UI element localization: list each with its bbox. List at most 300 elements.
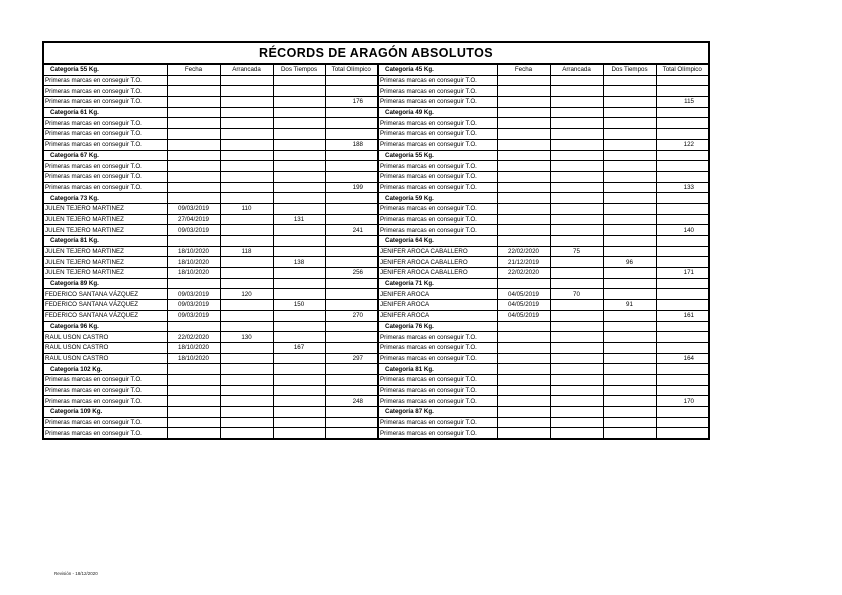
- snatch-value: [550, 257, 603, 268]
- snatch-value: [220, 385, 273, 396]
- record-date: 04/05/2019: [497, 300, 550, 311]
- athlete-name: JENIFER AROCA CABALLERO: [378, 268, 497, 279]
- category-label: Categoría 59 Kg.: [378, 193, 497, 204]
- empty-cell: [550, 278, 603, 289]
- athlete-name: RAUL USON CASTRO: [43, 332, 167, 343]
- total-value: [656, 342, 709, 353]
- record-date: [167, 428, 220, 439]
- clean-jerk-value: 150: [273, 300, 325, 311]
- total-value: 270: [325, 310, 378, 321]
- snatch-value: [550, 86, 603, 97]
- record-date: [497, 225, 550, 236]
- column-header: Total Olímpico: [656, 64, 709, 75]
- record-date: [497, 161, 550, 172]
- empty-cell: [603, 150, 656, 161]
- empty-cell: [550, 321, 603, 332]
- athlete-name: Primeras marcas en conseguir T.O.: [378, 428, 497, 439]
- clean-jerk-value: [273, 417, 325, 428]
- total-value: 188: [325, 139, 378, 150]
- record-date: [167, 385, 220, 396]
- clean-jerk-value: [273, 118, 325, 129]
- record-date: [497, 342, 550, 353]
- total-value: 115: [656, 97, 709, 108]
- empty-cell: [656, 150, 709, 161]
- athlete-name: RAUL USON CASTRO: [43, 342, 167, 353]
- empty-cell: [656, 193, 709, 204]
- athlete-name: JENIFER AROCA CABALLERO: [378, 257, 497, 268]
- athlete-name: Primeras marcas en conseguir T.O.: [43, 118, 167, 129]
- total-value: 297: [325, 353, 378, 364]
- record-date: 22/02/2020: [167, 332, 220, 343]
- record-date: 18/10/2020: [167, 246, 220, 257]
- snatch-value: [220, 129, 273, 140]
- clean-jerk-value: [273, 97, 325, 108]
- total-value: [656, 246, 709, 257]
- category-label: Categoría 61 Kg.: [43, 107, 167, 118]
- total-value: 256: [325, 268, 378, 279]
- snatch-value: [220, 268, 273, 279]
- clean-jerk-value: [603, 75, 656, 86]
- category-label: Categoría 81 Kg.: [43, 236, 167, 247]
- athlete-name: Primeras marcas en conseguir T.O.: [378, 225, 497, 236]
- record-date: [167, 139, 220, 150]
- records-table: [42, 41, 710, 440]
- athlete-name: Primeras marcas en conseguir T.O.: [43, 139, 167, 150]
- athlete-name: Primeras marcas en conseguir T.O.: [43, 428, 167, 439]
- clean-jerk-value: [603, 353, 656, 364]
- clean-jerk-value: [273, 129, 325, 140]
- empty-cell: [325, 407, 378, 418]
- total-value: [656, 129, 709, 140]
- empty-cell: [325, 236, 378, 247]
- empty-cell: [167, 364, 220, 375]
- record-date: [167, 118, 220, 129]
- clean-jerk-value: [273, 332, 325, 343]
- athlete-name: Primeras marcas en conseguir T.O.: [378, 86, 497, 97]
- record-row: [43, 353, 709, 364]
- clean-jerk-value: [603, 289, 656, 300]
- clean-jerk-value: [273, 203, 325, 214]
- snatch-value: 110: [220, 203, 273, 214]
- clean-jerk-value: [603, 428, 656, 439]
- snatch-value: [550, 417, 603, 428]
- record-date: 22/02/2020: [497, 268, 550, 279]
- athlete-name: Primeras marcas en conseguir T.O.: [378, 342, 497, 353]
- record-row: [43, 214, 709, 225]
- snatch-value: [220, 139, 273, 150]
- empty-cell: [167, 107, 220, 118]
- total-value: [325, 289, 378, 300]
- category-label: Categoría 96 Kg.: [43, 321, 167, 332]
- athlete-name: Primeras marcas en conseguir T.O.: [378, 353, 497, 364]
- record-row: [43, 385, 709, 396]
- athlete-name: FEDERICO SANTANA VÁZQUEZ: [43, 310, 167, 321]
- athlete-name: Primeras marcas en conseguir T.O.: [43, 75, 167, 86]
- record-row: [43, 171, 709, 182]
- empty-cell: [656, 236, 709, 247]
- clean-jerk-value: [603, 214, 656, 225]
- total-value: [325, 257, 378, 268]
- record-date: 18/10/2020: [167, 268, 220, 279]
- record-date: [497, 97, 550, 108]
- total-value: 161: [656, 310, 709, 321]
- empty-cell: [550, 236, 603, 247]
- record-date: 09/03/2019: [167, 203, 220, 214]
- empty-cell: [497, 150, 550, 161]
- record-row: [43, 129, 709, 140]
- snatch-value: [220, 171, 273, 182]
- total-value: 176: [325, 97, 378, 108]
- empty-cell: [656, 278, 709, 289]
- empty-cell: [656, 364, 709, 375]
- record-date: 09/03/2019: [167, 225, 220, 236]
- snatch-value: [550, 310, 603, 321]
- snatch-value: [550, 342, 603, 353]
- record-row: [43, 428, 709, 439]
- athlete-name: JULEN TEJERO MARTINEZ: [43, 225, 167, 236]
- athlete-name: Primeras marcas en conseguir T.O.: [378, 171, 497, 182]
- record-date: [497, 374, 550, 385]
- record-row: [43, 161, 709, 172]
- clean-jerk-value: [603, 332, 656, 343]
- snatch-value: [220, 342, 273, 353]
- record-row: [43, 86, 709, 97]
- total-value: 164: [656, 353, 709, 364]
- column-header: Dos Tiempos: [273, 64, 325, 75]
- athlete-name: Primeras marcas en conseguir T.O.: [378, 214, 497, 225]
- record-date: [167, 417, 220, 428]
- athlete-name: JULEN TEJERO MARTINEZ: [43, 257, 167, 268]
- athlete-name: Primeras marcas en conseguir T.O.: [378, 417, 497, 428]
- snatch-value: [220, 417, 273, 428]
- total-value: [325, 75, 378, 86]
- snatch-value: [550, 300, 603, 311]
- snatch-value: [550, 353, 603, 364]
- empty-cell: [656, 407, 709, 418]
- record-date: 18/10/2020: [167, 342, 220, 353]
- total-value: [325, 428, 378, 439]
- snatch-value: [550, 75, 603, 86]
- record-row: [43, 332, 709, 343]
- clean-jerk-value: [603, 417, 656, 428]
- empty-cell: [325, 278, 378, 289]
- clean-jerk-value: [273, 75, 325, 86]
- title-row: [43, 42, 709, 64]
- record-date: [497, 171, 550, 182]
- empty-cell: [550, 193, 603, 204]
- total-value: 248: [325, 396, 378, 407]
- clean-jerk-value: [603, 374, 656, 385]
- record-row: [43, 310, 709, 321]
- record-date: [497, 118, 550, 129]
- clean-jerk-value: [603, 396, 656, 407]
- empty-cell: [550, 150, 603, 161]
- snatch-value: [220, 182, 273, 193]
- empty-cell: [497, 321, 550, 332]
- clean-jerk-value: [273, 161, 325, 172]
- total-value: [656, 214, 709, 225]
- clean-jerk-value: [273, 268, 325, 279]
- total-value: [325, 385, 378, 396]
- clean-jerk-value: 91: [603, 300, 656, 311]
- empty-cell: [497, 364, 550, 375]
- record-date: 04/05/2019: [497, 310, 550, 321]
- total-value: [656, 300, 709, 311]
- record-date: [497, 182, 550, 193]
- total-value: [656, 332, 709, 343]
- empty-cell: [273, 321, 325, 332]
- snatch-value: 118: [220, 246, 273, 257]
- category-header-row: [43, 321, 709, 332]
- total-value: [656, 161, 709, 172]
- clean-jerk-value: [603, 342, 656, 353]
- record-date: [167, 374, 220, 385]
- record-date: [497, 86, 550, 97]
- record-date: [497, 428, 550, 439]
- empty-cell: [497, 193, 550, 204]
- snatch-value: [220, 257, 273, 268]
- column-header: Arrancada: [550, 64, 603, 75]
- record-date: 18/10/2020: [167, 353, 220, 364]
- clean-jerk-value: [603, 86, 656, 97]
- column-header: Arrancada: [220, 64, 273, 75]
- empty-cell: [220, 364, 273, 375]
- total-value: [656, 289, 709, 300]
- athlete-name: Primeras marcas en conseguir T.O.: [378, 118, 497, 129]
- empty-cell: [220, 150, 273, 161]
- category-header-row: [43, 236, 709, 247]
- total-value: [325, 86, 378, 97]
- clean-jerk-value: [273, 225, 325, 236]
- category-header-row: [43, 150, 709, 161]
- column-header: Total Olímpico: [325, 64, 378, 75]
- empty-cell: [603, 407, 656, 418]
- snatch-value: [220, 374, 273, 385]
- clean-jerk-value: [273, 139, 325, 150]
- category-label: Categoría 64 Kg.: [378, 236, 497, 247]
- empty-cell: [603, 107, 656, 118]
- snatch-value: [550, 428, 603, 439]
- empty-cell: [167, 150, 220, 161]
- snatch-value: [550, 182, 603, 193]
- record-row: [43, 396, 709, 407]
- record-date: [167, 75, 220, 86]
- clean-jerk-value: [603, 203, 656, 214]
- record-row: [43, 417, 709, 428]
- clean-jerk-value: [273, 353, 325, 364]
- clean-jerk-value: [273, 289, 325, 300]
- snatch-value: [550, 225, 603, 236]
- record-row: [43, 225, 709, 236]
- athlete-name: Primeras marcas en conseguir T.O.: [378, 161, 497, 172]
- column-header: Fecha: [167, 64, 220, 75]
- snatch-value: [550, 97, 603, 108]
- record-row: [43, 289, 709, 300]
- empty-cell: [603, 364, 656, 375]
- snatch-value: [220, 310, 273, 321]
- record-date: [167, 396, 220, 407]
- record-date: 04/05/2019: [497, 289, 550, 300]
- snatch-value: 130: [220, 332, 273, 343]
- record-date: 27/04/2019: [167, 214, 220, 225]
- category-label: Categoría 109 Kg.: [43, 407, 167, 418]
- category-label: Categoría 49 Kg.: [378, 107, 497, 118]
- record-date: [497, 417, 550, 428]
- empty-cell: [273, 364, 325, 375]
- athlete-name: Primeras marcas en conseguir T.O.: [378, 203, 497, 214]
- record-row: [43, 257, 709, 268]
- empty-cell: [325, 150, 378, 161]
- record-date: [167, 161, 220, 172]
- record-row: [43, 182, 709, 193]
- record-date: [497, 353, 550, 364]
- total-value: 170: [656, 396, 709, 407]
- athlete-name: JENIFER AROCA: [378, 289, 497, 300]
- athlete-name: Primeras marcas en conseguir T.O.: [43, 374, 167, 385]
- total-value: [656, 75, 709, 86]
- snatch-value: [220, 428, 273, 439]
- snatch-value: [550, 214, 603, 225]
- record-row: [43, 246, 709, 257]
- empty-cell: [167, 236, 220, 247]
- athlete-name: Primeras marcas en conseguir T.O.: [43, 171, 167, 182]
- snatch-value: [550, 118, 603, 129]
- clean-jerk-value: 167: [273, 342, 325, 353]
- total-value: [325, 332, 378, 343]
- total-value: 199: [325, 182, 378, 193]
- snatch-value: [220, 97, 273, 108]
- clean-jerk-value: [603, 246, 656, 257]
- total-value: [325, 203, 378, 214]
- record-date: [497, 214, 550, 225]
- empty-cell: [167, 193, 220, 204]
- snatch-value: [550, 332, 603, 343]
- category-label: Categoría 89 Kg.: [43, 278, 167, 289]
- total-value: 140: [656, 225, 709, 236]
- record-date: [497, 139, 550, 150]
- total-value: [325, 118, 378, 129]
- empty-cell: [656, 107, 709, 118]
- total-value: [325, 171, 378, 182]
- record-row: [43, 118, 709, 129]
- total-value: [325, 214, 378, 225]
- snatch-value: [220, 161, 273, 172]
- athlete-name: Primeras marcas en conseguir T.O.: [378, 182, 497, 193]
- empty-cell: [220, 107, 273, 118]
- empty-cell: [220, 321, 273, 332]
- clean-jerk-value: [273, 171, 325, 182]
- empty-cell: [497, 107, 550, 118]
- total-value: [325, 161, 378, 172]
- snatch-value: [220, 86, 273, 97]
- athlete-name: Primeras marcas en conseguir T.O.: [378, 374, 497, 385]
- category-header-row: [43, 107, 709, 118]
- athlete-name: Primeras marcas en conseguir T.O.: [378, 396, 497, 407]
- athlete-name: JULEN TEJERO MARTINEZ: [43, 203, 167, 214]
- snatch-value: [550, 129, 603, 140]
- total-value: 241: [325, 225, 378, 236]
- total-value: [656, 203, 709, 214]
- total-value: [656, 118, 709, 129]
- record-row: [43, 97, 709, 108]
- record-date: [497, 385, 550, 396]
- athlete-name: Primeras marcas en conseguir T.O.: [43, 129, 167, 140]
- clean-jerk-value: [273, 182, 325, 193]
- athlete-name: JULEN TEJERO MARTINEZ: [43, 268, 167, 279]
- total-value: [656, 86, 709, 97]
- record-date: [167, 97, 220, 108]
- category-label: Categoría 76 Kg.: [378, 321, 497, 332]
- category-header-row: [43, 407, 709, 418]
- clean-jerk-value: [603, 129, 656, 140]
- clean-jerk-value: [273, 310, 325, 321]
- record-row: [43, 342, 709, 353]
- clean-jerk-value: [603, 182, 656, 193]
- snatch-value: [220, 396, 273, 407]
- total-value: 122: [656, 139, 709, 150]
- athlete-name: Primeras marcas en conseguir T.O.: [43, 385, 167, 396]
- empty-cell: [167, 321, 220, 332]
- page-title: RÉCORDS DE ARAGÓN ABSOLUTOS: [43, 42, 709, 64]
- record-row: [43, 300, 709, 311]
- empty-cell: [656, 321, 709, 332]
- total-value: 133: [656, 182, 709, 193]
- category-label: Categoría 87 Kg.: [378, 407, 497, 418]
- snatch-value: [550, 139, 603, 150]
- empty-cell: [325, 321, 378, 332]
- column-header: Dos Tiempos: [603, 64, 656, 75]
- snatch-value: 120: [220, 289, 273, 300]
- clean-jerk-value: [273, 385, 325, 396]
- empty-cell: [550, 107, 603, 118]
- category-label: Categoría 55 Kg.: [43, 64, 167, 75]
- clean-jerk-value: [273, 246, 325, 257]
- empty-cell: [273, 193, 325, 204]
- category-label: Categoría 67 Kg.: [43, 150, 167, 161]
- category-label: Categoría 102 Kg.: [43, 364, 167, 375]
- athlete-name: Primeras marcas en conseguir T.O.: [378, 97, 497, 108]
- record-date: 22/02/2020: [497, 246, 550, 257]
- category-header-row: [43, 278, 709, 289]
- total-value: [325, 342, 378, 353]
- total-value: [325, 300, 378, 311]
- record-date: 09/03/2019: [167, 300, 220, 311]
- snatch-value: [220, 353, 273, 364]
- clean-jerk-value: 96: [603, 257, 656, 268]
- clean-jerk-value: [603, 139, 656, 150]
- empty-cell: [603, 321, 656, 332]
- snatch-value: [550, 203, 603, 214]
- clean-jerk-value: [603, 97, 656, 108]
- clean-jerk-value: [603, 310, 656, 321]
- record-date: [167, 182, 220, 193]
- snatch-value: [550, 385, 603, 396]
- record-row: [43, 203, 709, 214]
- category-header-row: [43, 364, 709, 375]
- record-date: [497, 396, 550, 407]
- clean-jerk-value: [603, 225, 656, 236]
- record-row: [43, 139, 709, 150]
- snatch-value: [220, 75, 273, 86]
- athlete-name: JENIFER AROCA: [378, 310, 497, 321]
- athlete-name: RAUL USON CASTRO: [43, 353, 167, 364]
- total-value: [656, 257, 709, 268]
- athlete-name: JENIFER AROCA: [378, 300, 497, 311]
- empty-cell: [273, 407, 325, 418]
- clean-jerk-value: [603, 268, 656, 279]
- record-date: 21/12/2019: [497, 257, 550, 268]
- record-row: [43, 268, 709, 279]
